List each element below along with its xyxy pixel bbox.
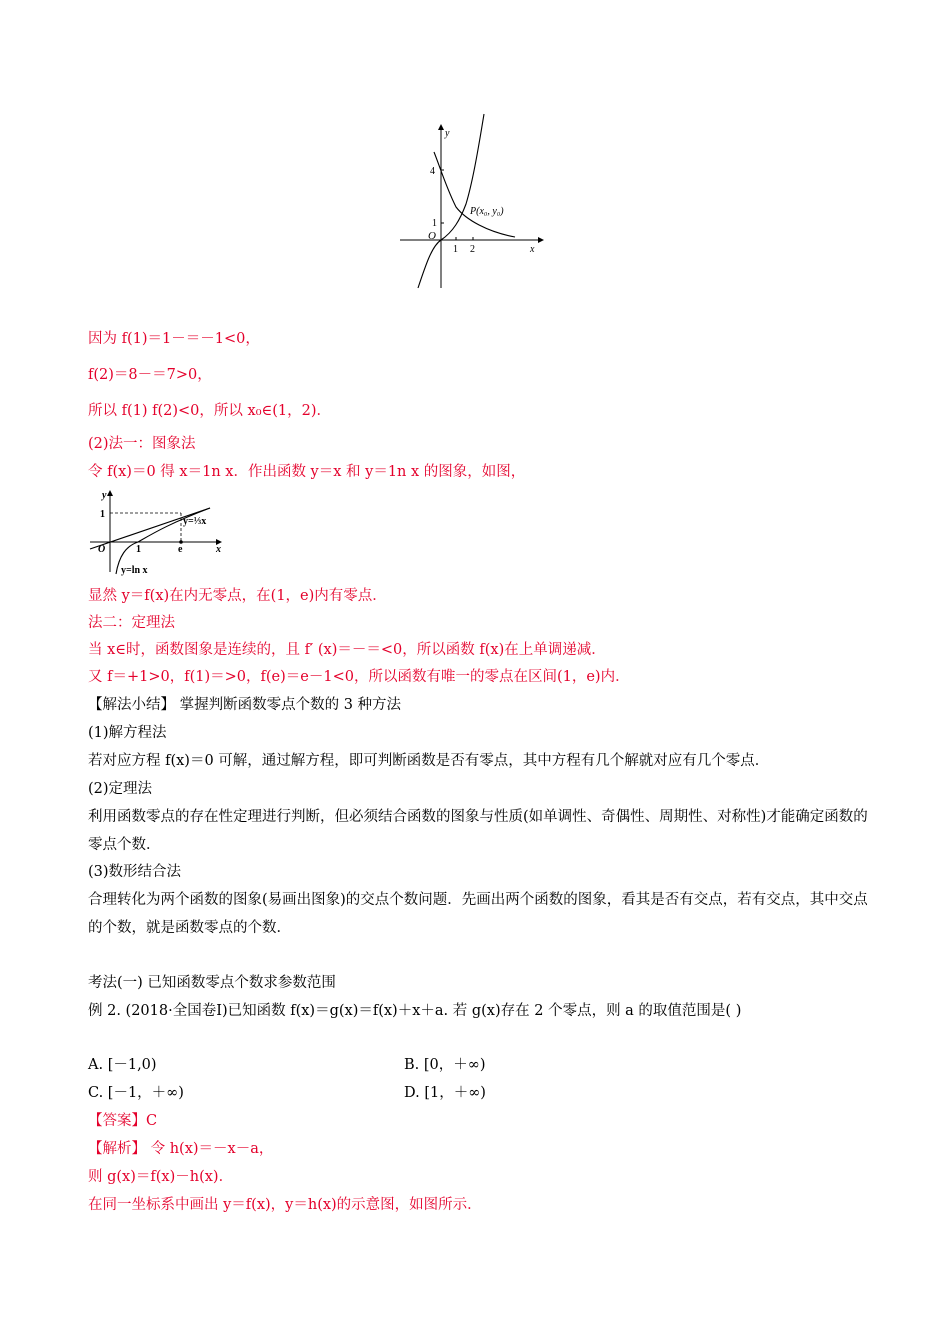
method-heading: (3)数形结合法 bbox=[88, 864, 182, 880]
x-axis-label: x bbox=[530, 244, 535, 255]
text-line: 又 f＝+1>0，f(1)＝>0，f(e)＝e－1<0，所以函数有唯一的零点在区间(1，e)内． bbox=[88, 669, 630, 685]
text-line: 在同一坐标系中画出 y＝f(x)，y＝h(x)的示意图，如图所示． bbox=[88, 1197, 482, 1213]
option-b: B. [0，＋∞) bbox=[404, 1057, 486, 1073]
x-tick-1-label: 1 bbox=[453, 244, 458, 255]
text-line: 若对应方程 f(x)＝0 可解，通过解方程，即可判断函数是否有零点，其中方程有几个解就对应有几个零点． bbox=[88, 753, 770, 769]
example-question: 例 2. (2018·全国卷Ⅰ)已知函数 f(x)＝g(x)＝f(x)＋x＋a. 若 g(x)存在 2 个零点，则 a 的取值范围是( ) bbox=[88, 1003, 742, 1019]
y-axis-label: y bbox=[102, 490, 107, 501]
text-line: (2)法一：图象法 bbox=[88, 436, 196, 452]
text-line: 因为 f(1)＝1－＝－1<0， bbox=[88, 331, 260, 347]
y-axis-arrow bbox=[438, 124, 444, 130]
line-label: y=⅓x bbox=[183, 516, 207, 527]
x-tick-2-label: 2 bbox=[470, 244, 475, 255]
exp-curve bbox=[418, 114, 484, 288]
origin-label: O bbox=[428, 230, 436, 242]
y-axis-label: y bbox=[445, 128, 450, 139]
y-axis-arrow bbox=[107, 490, 113, 496]
option-a: A. [－1,0) bbox=[88, 1057, 157, 1073]
x-tick-e-label: e bbox=[178, 544, 183, 555]
analysis-title: 【解析】 令 h(x)＝－x－a， bbox=[88, 1141, 274, 1157]
paragraph: 合理转化为两个函数的图象(易画出图象)的交点个数问题．先画出两个函数的图象，看其是否有交点，若有交点，其中交点的个数，就是函数零点的个数． bbox=[88, 892, 868, 936]
figure2-svg bbox=[88, 486, 228, 578]
y-tick-1-label: 1 bbox=[100, 509, 105, 520]
figure-exp-vs-decreasing bbox=[398, 112, 546, 292]
x-tick-1-label: 1 bbox=[136, 544, 141, 555]
y-tick-1-label: 1 bbox=[432, 218, 437, 229]
figure-lnx-vs-line bbox=[88, 486, 228, 578]
x-axis-arrow bbox=[538, 237, 544, 243]
ln-label: y=ln x bbox=[121, 565, 148, 576]
figure1-svg bbox=[398, 112, 546, 292]
x-axis-label: x bbox=[216, 544, 221, 555]
option-c: C. [－1，＋∞) bbox=[88, 1085, 184, 1101]
text-line: f(2)＝8－＝7>0， bbox=[88, 367, 212, 383]
method-heading: (2)定理法 bbox=[88, 781, 153, 797]
text-line: 令 f(x)＝0 得 x＝1n x．作出函数 y＝x 和 y＝1n x 的图象，如图， bbox=[88, 464, 526, 480]
text-line: 则 g(x)＝f(x)－h(x)． bbox=[88, 1169, 234, 1185]
answer: 【答案】C bbox=[88, 1113, 158, 1129]
paragraph: 利用函数零点的存在性定理进行判断，但必须结合函数的图象与性质(如单调性、奇偶性、周期性、对称性)才能确定函数的零点个数． bbox=[88, 809, 868, 853]
text-line: 显然 y＝f(x)在内无零点，在(1，e)内有零点． bbox=[88, 588, 387, 604]
point-p-label: P(x₀, y₀) bbox=[470, 206, 504, 217]
origin-label: O bbox=[98, 544, 106, 555]
line-third-x bbox=[90, 508, 210, 549]
method-summary-title: 【解法小结】 掌握判断函数零点个数的 3 种方法 bbox=[88, 697, 402, 713]
y-tick-4-label: 4 bbox=[430, 166, 435, 177]
text-line: 当 x∈时，函数图象是连续的，且 f′ (x)＝－＝<0，所以函数 f(x)在上单调递减． bbox=[88, 642, 606, 658]
method-heading: (1)解方程法 bbox=[88, 725, 167, 741]
option-d: D. [1，＋∞) bbox=[404, 1085, 486, 1101]
section-title: 考法(一) 已知函数零点个数求参数范围 bbox=[88, 975, 336, 991]
text-line: 法二：定理法 bbox=[88, 615, 175, 631]
text-line: 所以 f(1) f(2)<0，所以 x₀∈(1，2)． bbox=[88, 403, 332, 419]
